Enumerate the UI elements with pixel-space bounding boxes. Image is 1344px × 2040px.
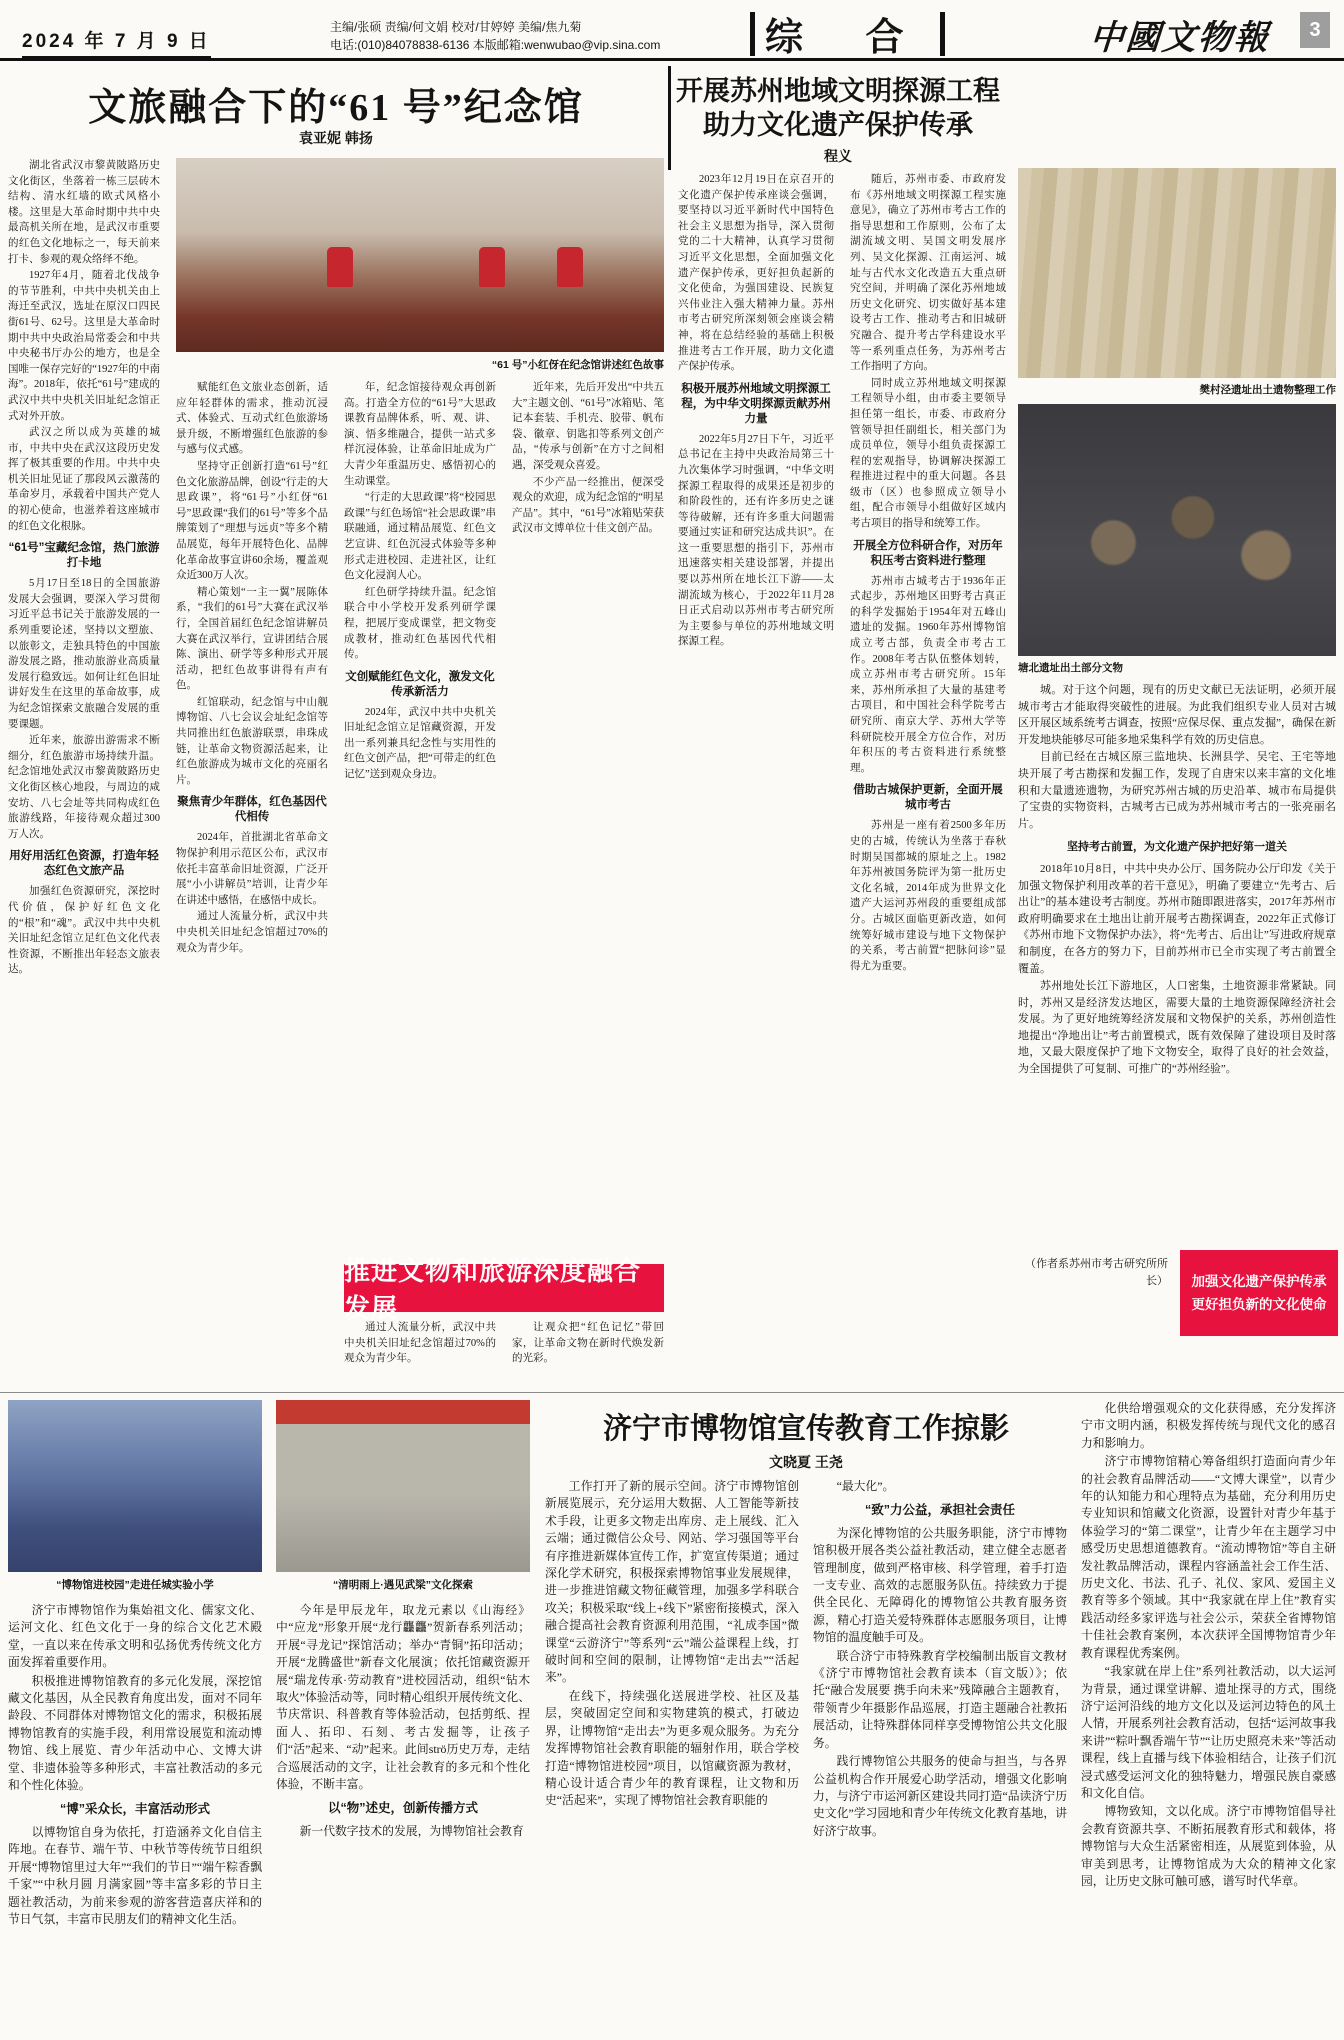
column-paragraph: 苏州市古城考古于1936年正式起步，苏州地区田野考古真正的科学发掘始于1954年对五峰山遗址的发掘。1960年苏州博物馆成立考古部，负责全市考古工作。2008年考古队伍整体划转，成立苏州市考古研究所。15年来，苏州所承担了大量的基建考古项目，和中国社会科学院考古研究所、南京大学、苏州大学等科研院校开展全方位合作，对历年积压的考古资料进行系统整理。 xyxy=(850,575,1006,774)
column-subhead: 积极开展苏州地域文明探源工程，为中华文明探源贡献苏州力量 xyxy=(681,382,831,425)
article3-photo-caption-a: “博物馆进校园”走进任城实验小学 xyxy=(56,1579,214,1591)
column-paragraph: 2024年，武汉中共中央机关旧址纪念馆立足馆藏资源，开发出一系列兼具纪念性与实用性的红色文创产品，把“可带走的红色记忆”送到观众身边。 xyxy=(344,706,496,781)
article3-photo-school-visit xyxy=(8,1400,262,1572)
article2-headline-line2: 助力文化遗产保护传承 xyxy=(703,110,973,140)
section-title xyxy=(740,6,955,61)
column-paragraph: 通过人流量分析，武汉中共中央机关旧址纪念馆超过70%的观众为青少年。 xyxy=(344,1322,496,1365)
article3-photo-culture-event xyxy=(276,1400,530,1572)
article1-photo-memorial-hall xyxy=(176,158,664,352)
page-header xyxy=(0,0,1344,61)
section-bar-right xyxy=(940,12,945,56)
article3-photo-caption-b: “清明雨上·遇见武梁”文化探索 xyxy=(333,1579,473,1591)
photo-figure-red-vest xyxy=(479,247,505,287)
column-paragraph: 目前已经在古城区原三监地块、长洲县学、吴宅、王宅等地块开展了考古勘探和发掘工作，发现了自唐宋以来丰富的文化堆积和大量遗迹遗物，为研究苏州古城的历史沿革、城市布局提供了宝贵的实物资料，古城考古已成为苏州城市考古的一张亮丽名片。 xyxy=(1018,751,1336,830)
column-paragraph: 在线下，持续强化送展进学校、社区及基层，突破固定空间和实物建筑的模式，打破边界，让博物馆“走出去”为更多观众服务。为充分发挥博物馆社会教育职能的辐射作用，联合学校打造“博物馆进校园”项目，以馆藏资源为教材，精心设计适合青少年的教育课程，让文物和历史“活起来”，实现了博物馆社会教育职能的 xyxy=(545,1688,799,1808)
article1-column-1 xyxy=(8,158,160,1382)
column-paragraph: 精心策划“一主一翼”展陈体系，“我们的61号”大赛在武汉举行，全国首届红色纪念馆讲解员大赛在武汉举行，宣讲团结合展陈、演出、研学等多种形式开展活动，把红色故事讲得有声有色。 xyxy=(176,586,328,692)
column-paragraph: 化供给增强观众的文化获得感，充分发挥济宁市文明内涵，积极发挥传统与现代文化的感召力和影响力。 xyxy=(1081,1401,1336,1450)
article2-byline: 程义 xyxy=(824,148,852,164)
article3-column-5 xyxy=(1081,1400,1336,2032)
column-paragraph: 2023年12月19日在京召开的文化遗产保护传承座谈会强调，要坚持以习近平新时代中国特色社会主义思想为指导，深入贯彻党的二十大精神，认真学习贯彻习近平文化思想，全面加强文化遗产保护传承，更好担负起新的文化使命，为强国建设、民族复兴伟业注入强大精神力量。苏州市考古研究所深刻领会座谈会精神，将在总结经验的基础上积极推进考古工作开展，助力文化遗产保护传承。 xyxy=(678,174,834,373)
column-paragraph: 济宁市博物馆精心筹备组织打造面向青少年的社会教育品牌活动——“文博大课堂”，以青少年的认知能力和心理特点为基础，充分利用历史专业知识和馆藏文化资源，设置针对青少年基于体验学习的“第二课堂”，让青少年在主题学习中感受历史思想道德教育。“流动博物馆”等自主研发社教品牌活动，课程内容涵盖社会工作生活、历史文化、书法、孔子、礼仪、家风、爱国主义教育等多个领域。其中“我家就在岸上住”教育实践活动经多家评选与社会公示，荣获全省博物馆十佳社会教育案例，本次获评全国博物馆青少年教育课程优秀案例。 xyxy=(1081,1454,1336,1660)
article1-byline: 袁亚妮 韩扬 xyxy=(299,130,373,146)
article2-author-credit: （作者系苏州市考古研究所所长） xyxy=(1025,1258,1168,1287)
column-paragraph: 积极推进博物馆教育的多元化发展，深挖馆藏文化基因，从全民教育角度出发，面对不同年龄段、不同群体对博物馆文化的需求，积极拓展博物馆教育的实施手段，利用常设展览和流动博物馆、线上展览、青少年活动中心、文博大讲堂、非遗体验等多种形式，丰富社教活动的多元和个性化体验。 xyxy=(8,1673,262,1793)
photo-figure-red-vest xyxy=(557,247,583,287)
column-paragraph: 红馆联动，纪念馆与中山舰博物馆、八七会议会址纪念馆等共同推出红色旅游联票，串珠成链，让革命文物资源活起来，让红色旅游成为城市文化的亮丽名片。 xyxy=(176,696,328,786)
article1-column-4-below-banner xyxy=(512,1320,664,1382)
column-subhead: “致”力公益，承担社会责任 xyxy=(864,1503,1015,1518)
callout-line1: 加强文化遗产保护传承 xyxy=(1191,1274,1327,1289)
column-paragraph: 让观众把“红色记忆”带回家，让革命文物在新时代焕发新的光彩。 xyxy=(512,1322,664,1365)
article3-headline: 济宁市博物馆宣传教育工作掠影 xyxy=(602,1413,1009,1445)
column-subhead: 开展全方位科研合作，对历年积压考古资料进行整理 xyxy=(853,539,1003,567)
column-paragraph: 新一代数字技术的发展，为博物馆社会教育 xyxy=(299,1823,524,1838)
newspaper-masthead: 中國文物報 xyxy=(1088,20,1272,57)
photo-figure-red-vest xyxy=(327,247,353,287)
article2-column-b xyxy=(850,172,1006,1382)
column-paragraph: 践行博物馆公共服务的使命与担当，与各界公益机构合作开展爱心助学活动，增强文化影响力，与济宁市运河新区建设共同打造“品读济宁历史文化”学习园地和青少年传统文化教育基地，讲好济宁故事。 xyxy=(813,1754,1067,1838)
callout-line2: 更好担负新的文化使命 xyxy=(1191,1297,1327,1312)
column-subhead: 聚焦青少年群体，红色基因代代相传 xyxy=(177,796,327,824)
article2-photo-artifact-sorting xyxy=(1018,168,1336,378)
column-paragraph: 赋能红色文旅业态创新，适应年轻群体的需求，推动沉浸式、体验式、互动式红色旅游场景升级，不断增强红色旅游的参与感与仪式感。 xyxy=(176,382,328,456)
article3-column-2 xyxy=(276,1602,530,2032)
column-paragraph: 苏州地处长江下游地区，人口密集，土地资源非常紧缺。同时，苏州又是经济发达地区，需要大量的土地资源保障经济社会发展。为了更好地统筹经济发展和文物保护的关系，苏州创造性地提出“净地出让”考古前置模式，既有效保障了建设项目及时落地，又最大限度保护了地下文物安全，取得了良好的社会效益，为全国提供了可复制、可推广的“苏州经验”。 xyxy=(1018,980,1336,1076)
column-subhead: 以“物”述史，创新传播方式 xyxy=(327,1801,478,1816)
contact-line: 电话:(010)84078838-6136 本版邮箱:wenwubao@vip.sina.com xyxy=(330,38,661,52)
column-paragraph: 武汉之所以成为英雄的城市，中共中央在武汉这段历史发挥了极其重要的作用。中共中央机关旧址见证了那段风云激荡的革命岁月，承载着中国共产党人的初心使命，也滋养着这座城市的红色文化根脉。 xyxy=(8,427,160,532)
article3-column-3 xyxy=(545,1478,799,2032)
column-paragraph: 2022年5月27日下午，习近平总书记在主持中央政治局第三十九次集体学习时强调，“中华文明探源工程取得的成果还是初步的和阶段性的，还有许多历史之谜等待破解，还有许多重大问题需要通过实证和研究达成共识”。在这一重要思想的指引下，苏州市迅速落实相关建设部署，并提出要以苏州所在地长江下游——太湖流域为核心，于2022年11月28日正式启动以苏州市考古研究所为主要参与单位的苏州地域文明探源工程。 xyxy=(678,433,834,648)
column-paragraph: 2018年10月8日，中共中央办公厅、国务院办公厅印发《关于加强文物保护利用改革的若干意见》，明确了要建立“先考古、后出让”的基本建设考古制度。苏州市随即跟进落实，2017年苏州市政府明确要求在土地出让前开展考古勘探调查，2022年正式修订《苏州市地下文物保护办法》，将“先考古、后出让”写进政府规章和制度，在各方的努力下，目前苏州市已全市实现了考古前置全覆盖。 xyxy=(1018,862,1336,975)
column-subhead: 坚持考古前置，为文化遗产保护把好第一道关 xyxy=(1067,841,1287,854)
column-paragraph: 5月17日至18日的全国旅游发展大会强调，要深入学习贯彻习近平总书记关于旅游发展的一系列重要论述，坚持以文塑旅、以旅彰文，走独具特色的中国旅游发展之路，推动旅游业高质量发展行稳致远。如何让红色旧址讲好发生在这里的革命故事，成为纪念馆探索文旅融合发展的重要课题。 xyxy=(8,578,160,730)
article2-photo-caption-top: 樊村泾遗址出土遗物整理工作 xyxy=(1199,384,1336,396)
article1-column-4 xyxy=(512,380,664,1258)
article2-photo-pottery xyxy=(1018,404,1336,656)
column-subhead: 借助古城保护更新，全面开展城市考古 xyxy=(853,784,1003,812)
column-paragraph: 苏州是一座有着2500多年历史的古城，传统认为坐落于春秋时期吴国都城的原址之上。1982年苏州被国务院评为第一批历史文化名城，2014年成为世界文化遗产大运河苏州段的重要组成部分。古城区面临更新改造，如何统筹好城市建设与地下文物保护的关系，考古前置“把脉问诊”显得尤为重要。 xyxy=(850,820,1006,972)
article2-photo-caption-mid: 塘北遗址出土部分文物 xyxy=(1018,662,1123,674)
column-paragraph: 红色研学持续升温。纪念馆联合中小学校开发系列研学课程，把展厅变成课堂，把文物变成教材，推动红色基因代代相传。 xyxy=(344,586,496,661)
article1-slogan-banner: 推进文物和旅游深度融合发展 xyxy=(344,1264,664,1312)
masthead-staff-block xyxy=(330,18,760,54)
page-number-badge: 3 xyxy=(1300,12,1330,48)
column-subhead: 用好用活红色资源，打造年轻态红色文旅产品 xyxy=(9,850,159,878)
column-subhead: “61号”宝藏纪念馆，热门旅游打卡地 xyxy=(8,542,160,570)
section-divider-rule xyxy=(0,1392,1344,1393)
column-paragraph: 湖北省武汉市黎黄陂路历史文化街区，坐落着一栋三层砖木结构、清水红墙的欧式风格小楼。这里是大革命时期中共中央最高机关所在地，是武汉市重要的红色文化地标之一，每天前来打卡、参观的观众络绎不绝。 xyxy=(8,160,160,265)
column-paragraph: “最大化”。 xyxy=(836,1479,895,1493)
column-paragraph: 年，纪念馆接待观众再创新高。打造全方位的“61号”大思政课教育品牌体系，听、观、讲、演、悟多维融合，提供一站式多样沉浸体验，让革命旧址成为广大青少年重温历史、感悟初心的生动课堂。 xyxy=(344,382,496,487)
column-paragraph: 近年来，旅游出游需求不断细分，红色旅游市场持续升温。纪念馆地处武汉市黎黄陂路历史文化街区核心地段，与周边的咸安坊、八七会址等共同构成红色旅游线路，年接待观众超过300万人次。 xyxy=(8,735,160,840)
section-title-text: 综 合 xyxy=(765,17,930,59)
article1-photo-caption: “61 号”小红伢在纪念馆讲述红色故事 xyxy=(491,359,664,371)
column-paragraph: 1927年4月，随着北伐战争的节节胜利，中共中央机关由上海迁至武汉，选址在原汉口四民街61号、62号。这里是大革命时期中共中央政治局常委会和中共中央秘书厅办公的地方，也是全国唯一保存完好的“1927年的中南海”。2018年，依托“61号”建成的武汉中共中央机关旧址纪念馆正式对外开放。 xyxy=(8,270,160,422)
column-paragraph: 近年来，先后开发出“中共五大”主题文创、“61号”冰箱贴、笔记本套装、手机壳、胶带、帆布袋、徽章、钥匙扣等系列文创产品，“传承与创新”在方寸之间相遇，深受观众喜爱。 xyxy=(512,382,664,471)
column-paragraph: 为深化博物馆的公共服务职能，济宁市博物馆积极开展各类公益社教活动，建立健全志愿者管理制度，做到严格审核、科学管理，着手打造一支专业、高效的志愿服务队伍。持续致力于提供全民化、无障碍化的博物馆公共教育服务资源，精心打造关爱特殊群体志愿服务项目，让博物馆的温度触手可及。 xyxy=(813,1525,1067,1645)
publication-date: 2024 年 7 月 9 日 xyxy=(22,26,211,58)
article2-column-a xyxy=(678,172,834,1382)
column-paragraph: “行走的大思政课”将“校园思政课”与红色场馆“社会思政课”串联融通，通过精品展览、红色文艺宣讲、红色沉浸式体验等多种形式走进校园、走进社区，让红色文化浸润人心。 xyxy=(344,492,496,582)
article2-headline xyxy=(670,74,1006,142)
article1-column-2 xyxy=(176,380,328,1382)
column-paragraph: 随后，苏州市委、市政府发布《苏州地域文明探源工程实施意见》，确立了苏州市考古工作的指导思想和工作原则，公布了太湖流域文明、吴国文明发展序列、吴文化探源、江南运河、城址与古代水文化改造五大重点研究空间，并明确了深化苏州地域历史文化研究、切实做好基本建设考古工作、推动考古和旧城研究融合、提升考古学科建设水平等一系列重点任务，为苏州考古工作指明了方向。 xyxy=(850,174,1006,373)
column-subhead: 文创赋能红色文化，激发文化传承新活力 xyxy=(345,670,495,698)
article1-headline: 文旅融合下的“61 号”纪念馆 xyxy=(88,87,584,129)
column-paragraph: 工作打开了新的展示空间。济宁市博物馆创新展览展示，充分运用大数据、人工智能等新技术手段，让更多文物走出库房、走上展线、汇入云端；通过微信公众号、网站、学习强国等平台有序推进新媒体宣传工作，扩宽宣传渠道；通过深化学术研究，积极探索博物馆事业发展规律，进一步推进馆藏文物征藏管理，加强多学科联合攻关；积极采取“线上+线下”紧密衔接模式，深入融合提高社会教育资源利用范围，“礼成李国”微课堂“云游济宁”等系列“云”端公益课程上线，打破时间和空间的限制，让博物馆“走出去”“活起来”。 xyxy=(545,1479,799,1685)
column-paragraph: 加强红色资源研究，深挖时代价值，保护好红色文化的“根”和“魂”。武汉中共中央机关旧址纪念馆立足红色文化代表性资源，不断推出年轻态文旅表达。 xyxy=(8,886,160,976)
column-paragraph: 济宁市博物馆作为集始祖文化、儒家文化、运河文化、红色文化于一身的综合文化艺术殿堂，一直以来在传承文明和弘扬优秀传统文化方面发挥着重要作用。 xyxy=(8,1603,262,1670)
column-paragraph: 以博物馆自身为依托，打造涵养文化自信主阵地。在春节、端午节、中秋节等传统节日组织开展“博物馆里过大年”“我们的节日”“端午粽香飘千家”“中秋月圆 月满家圆”等丰富多彩的节日主题社教活动，为前来参观的游客营造喜庆祥和的节日气氛，丰富市民朋友们的精神文化生活。 xyxy=(8,1824,262,1926)
staff-line: 主编/张硕 责编/何文娟 校对/甘婷婷 美编/焦九菊 xyxy=(330,20,582,34)
column-paragraph: 坚持守正创新打造“61号”红色文化旅游品牌，创设“行走的大思政课”，将“61号”小红伢“61号”思政课“我们的61号”等多个品牌策划了“理想与远贞”等多个精品展览，每年开展特色化、品牌化革命故事宣讲60余场，覆盖观众近300万人次。 xyxy=(176,460,328,582)
column-paragraph: 今年是甲辰龙年，取龙元素以《山海经》中“应龙”形象开展“龙行龘龘”贺新春系列活动；开展“寻龙记”探馆活动；举办“青铜”拓印活动；开展“龙腾盛世”新春文化展演；依托馆藏资源开展“瑞龙传承·劳动教育”进校园活动，组织“钻木取火”体验活动等，同时精心组织开展传统文化、节庆常识、科普教育等体验活动，包括剪纸、捏面人、拓印、石刻、考古发掘等，让孩子们“活”起来、“动”起来。此间strö历史万寿，走结合巡展活动的文字，让社会教育的多元和个性化体验，不断丰富。 xyxy=(276,1603,530,1792)
column-paragraph: “我家就在岸上住”系列社教活动，以大运河为背景，通过课堂讲解、遗址探寻的方式，围绕济宁运河沿线的地方文化以及运河边特色的风土人情，开展系列社会教育活动，包括“运河故事我来讲”“粽叶飘香端午节”“让历史照亮未来”等活动课程，线上直播与线下体验相结合，让孩子们沉浸式感受运河文化的独特魅力，增强民族自豪感和文化自信。 xyxy=(1081,1664,1336,1800)
column-subhead: “博”采众长，丰富活动形式 xyxy=(59,1802,210,1817)
article3-byline: 文晓夏 王尧 xyxy=(769,1454,843,1470)
column-paragraph: 城。对于这个问题，现有的历史文献已无法证明，必须开展城市考古才能取得突破性的进展。为此我们组织专业人员对古城区开展区域系统考古调查，按照“应保尽保、重点发掘”，确保在新开发地块能够尽可能多地采集科学有效的历史信息。 xyxy=(1018,684,1336,746)
section-bar-left xyxy=(750,12,755,56)
column-paragraph: 通过人流量分析，武汉中共中央机关旧址纪念馆超过70%的观众为青少年。 xyxy=(176,911,328,954)
article2-callout-box xyxy=(1180,1250,1338,1336)
article3-column-4 xyxy=(813,1478,1067,2032)
column-paragraph: 博物致知，文以化成。济宁市博物馆倡导社会教育资源共享、不断拓展教育形式和载体，将博物馆与大众生活紧密相连，从展览到体验，从审美到思考，让博物馆成为大众的精神文化家园，让历史文脉可触可感，谱写时代华章。 xyxy=(1081,1804,1336,1888)
article1-column-3-below-banner xyxy=(344,1320,496,1382)
column-paragraph: 联合济宁市特殊教育学校编制出版盲文教材《济宁市博物馆社会教育读本（盲文版）》；依托“融合发展要 携手向未来”残障融合主题教育，带领青少年摄影作品巡展，打造主题融合社教拓展活动，让特殊群体同样享受博物馆公共文化服务。 xyxy=(813,1648,1067,1750)
article3-column-1 xyxy=(8,1602,262,2032)
column-paragraph: 不少产品一经推出，便深受观众的欢迎，成为纪念馆的“明星产品”。其中，“61号”冰箱贴荣获武汉市文博单位十佳文创产品。 xyxy=(512,476,664,535)
column-paragraph: 同时成立苏州地域文明探源工程领导小组，由市委主要领导担任第一组长，市委、市政府分管领导担任副组长，相关部门为成员单位，领导小组负责探源工程的宏观指导，协调解决探源工程推进过程中的重大问题。各县级市（区）也参照成立领导小组，配合市领导小组做好区域内考古项目的指导和统筹工作。 xyxy=(850,377,1006,530)
article1-column-3 xyxy=(344,380,496,1258)
column-paragraph: 2024年，首批湖北省革命文物保护利用示范区公布，武汉市依托丰富革命旧址资源，广泛开展“小小讲解员”培训，让青少年在讲述中感悟，在感悟中成长。 xyxy=(176,832,328,906)
article2-column-c xyxy=(1018,682,1336,1242)
article2-headline-line1: 开展苏州地域文明探源工程 xyxy=(676,76,1000,106)
